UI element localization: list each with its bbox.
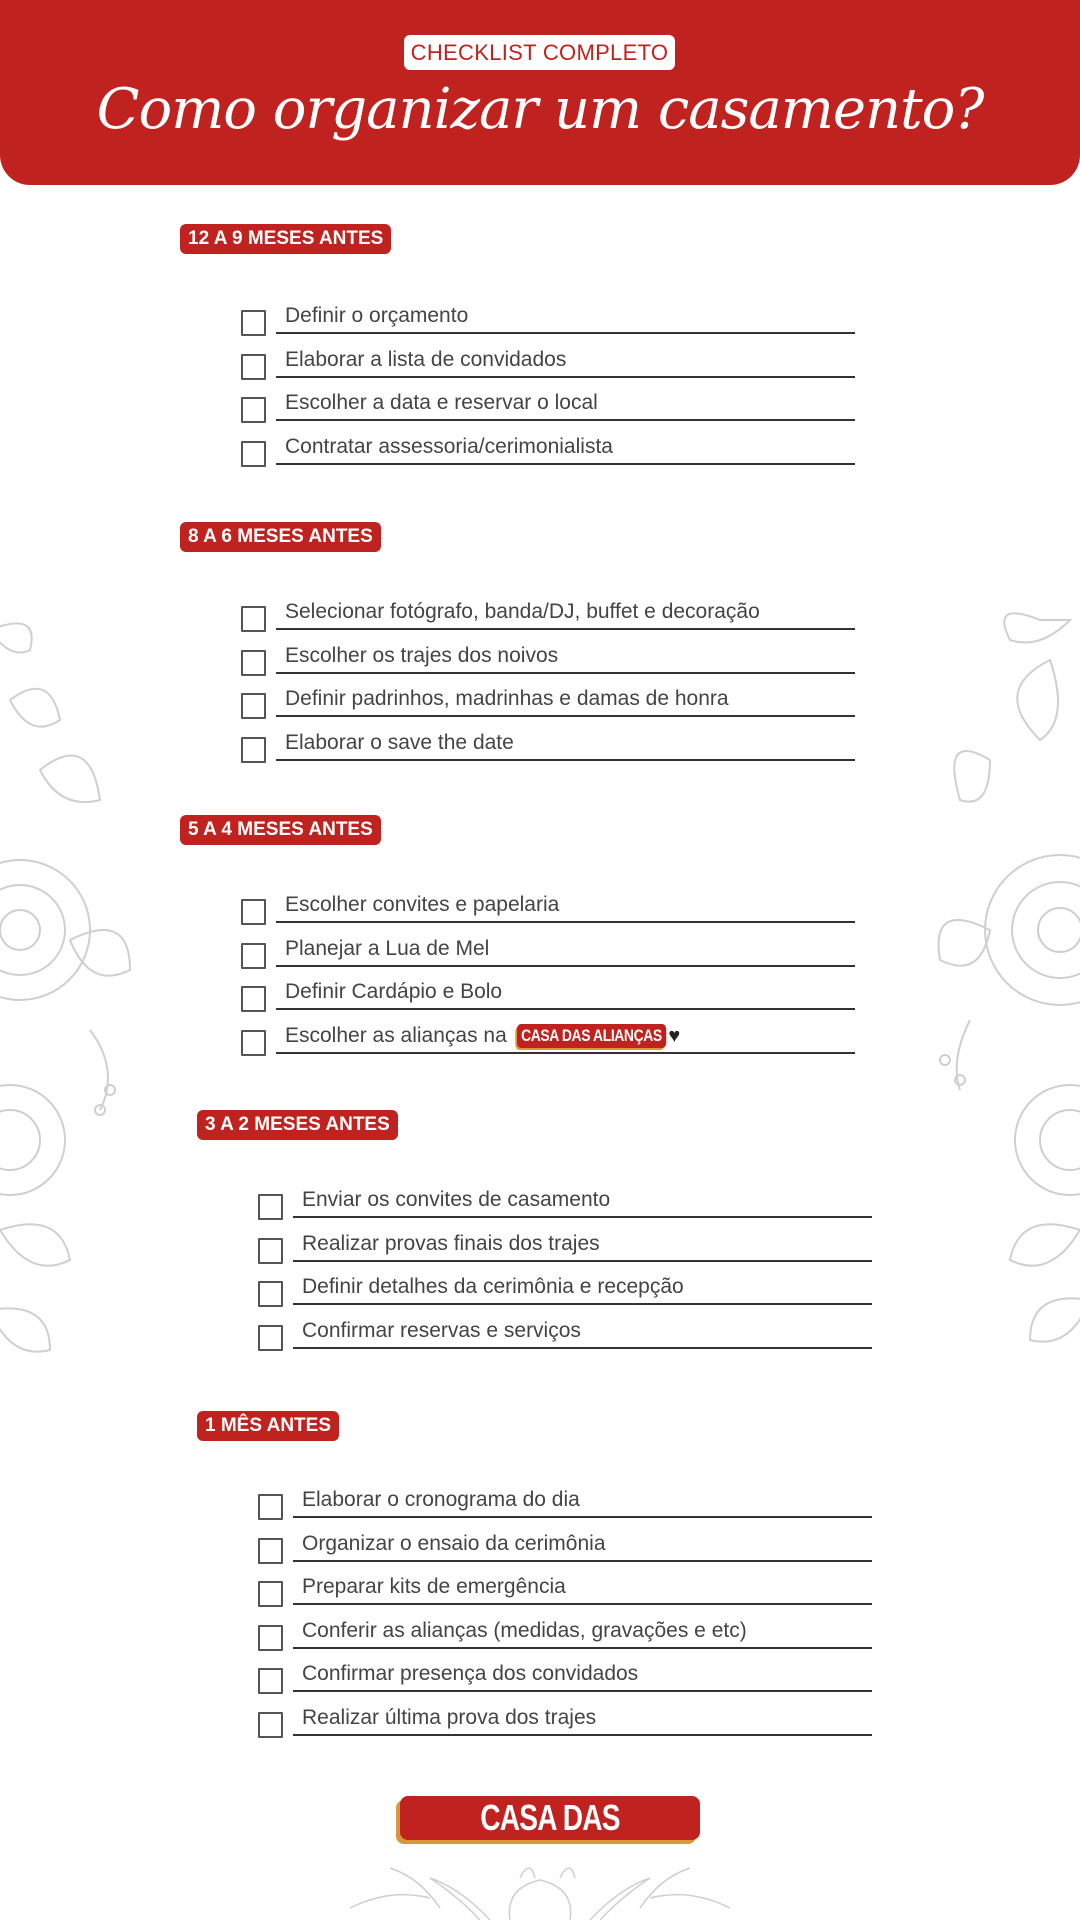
checklist-eyebrow: CHECKLIST COMPLETO (404, 35, 675, 70)
item-label: Elaborar a lista de convidados (285, 347, 567, 371)
checklist-item (241, 685, 861, 725)
checklist-item-text (285, 433, 613, 461)
checklist-item-text (302, 1486, 580, 1514)
underline (276, 1008, 855, 1010)
item-label: Escolher as alianças na (285, 1023, 507, 1047)
item-label: Contratar assessoria/cerimonialista (285, 434, 613, 458)
section-badge: 1 MÊS ANTES (197, 1411, 339, 1441)
checkbox[interactable] (258, 1238, 283, 1264)
checklist-item-text (302, 1273, 684, 1301)
item-label: Conferir as alianças (medidas, gravações e etc) (302, 1618, 747, 1642)
heart-icon: ♥ (668, 1024, 681, 1047)
checklist-item-text (285, 891, 559, 919)
section-badge: 12 A 9 MESES ANTES (180, 224, 391, 254)
item-label: Definir detalhes da cerimônia e recepção (302, 1275, 684, 1299)
underline (276, 672, 855, 674)
checklist-item (241, 302, 861, 342)
checkbox[interactable] (241, 397, 266, 423)
brand-logo-inline: CASA DAS ALIANÇAS (517, 1024, 666, 1048)
underline (293, 1734, 872, 1736)
checklist-item (258, 1704, 878, 1744)
underline (276, 759, 855, 761)
checklist-item-text (285, 685, 729, 713)
checklist-item (258, 1573, 878, 1613)
item-label: Realizar provas finais dos trajes (302, 1231, 600, 1255)
item-label: Escolher os trajes dos noivos (285, 643, 559, 667)
checklist-item-text (302, 1530, 606, 1558)
checkbox[interactable] (258, 1581, 283, 1607)
brand-logo (400, 1796, 700, 1882)
checkbox[interactable] (241, 943, 266, 969)
header-banner (0, 0, 1080, 185)
checkbox[interactable] (241, 1030, 266, 1056)
item-label: Elaborar o cronograma do dia (302, 1488, 580, 1511)
checklist-item-text (302, 1230, 600, 1258)
checkbox[interactable] (258, 1668, 283, 1694)
item-label: Escolher a data e reservar o local (285, 391, 598, 415)
checklist-item (258, 1273, 878, 1313)
checklist-item-text (285, 389, 598, 417)
item-label: Enviar os convites de casamento (302, 1188, 611, 1211)
checklist-item (241, 346, 861, 386)
underline (276, 921, 855, 923)
checkbox[interactable] (258, 1712, 283, 1738)
checklist-item (258, 1186, 878, 1226)
checklist-item (241, 891, 861, 931)
item-label: Definir Cardápio e Bolo (285, 980, 503, 1004)
item-label: Organizar o ensaio da cerimônia (302, 1531, 606, 1555)
checkbox[interactable] (241, 986, 266, 1012)
checkbox[interactable] (241, 606, 266, 632)
checkbox[interactable] (241, 354, 266, 380)
checklist-item (241, 433, 861, 473)
item-label: Escolher convites e papelaria (285, 893, 560, 916)
checklist-item (258, 1230, 878, 1270)
checkbox[interactable] (258, 1281, 283, 1307)
section-badge: 8 A 6 MESES ANTES (180, 522, 381, 552)
checklist-item-text (302, 1617, 747, 1645)
page-title: Como organizar um casamento? (96, 77, 984, 142)
checklist-item-text (302, 1317, 581, 1345)
item-label: Confirmar reservas e serviços (302, 1318, 581, 1342)
item-label: Preparar kits de emergência (302, 1575, 566, 1599)
checkbox[interactable] (258, 1625, 283, 1651)
checklist-item-text (285, 978, 502, 1006)
checkbox[interactable] (241, 693, 266, 719)
underline (276, 332, 855, 334)
underline (293, 1303, 872, 1305)
item-label: Realizar última prova dos trajes (302, 1706, 597, 1729)
floral-decoration-left (0, 610, 150, 1370)
checklist-item (241, 729, 861, 769)
brand-logo-text: CASA DAS ALIANÇAS (480, 1797, 620, 1882)
checklist-item-text (285, 729, 514, 757)
checklist-item (258, 1317, 878, 1357)
checkbox[interactable] (258, 1194, 283, 1220)
section-badge: 3 A 2 MESES ANTES (197, 1110, 398, 1140)
checklist-item (241, 642, 861, 682)
checkbox[interactable] (241, 650, 266, 676)
item-label: Definir padrinhos, madrinhas e damas de honra (285, 687, 729, 711)
checklist-item (241, 389, 861, 429)
item-label: Elaborar o save the date (285, 730, 514, 754)
checkbox[interactable] (241, 737, 266, 763)
checklist-item (258, 1486, 878, 1526)
underline (276, 715, 855, 717)
checklist-item-text (285, 1022, 680, 1050)
checklist-item-text (285, 302, 468, 330)
checkbox[interactable] (241, 310, 266, 336)
checklist-item (258, 1660, 878, 1700)
checkbox[interactable] (258, 1538, 283, 1564)
checklist-item (241, 598, 861, 638)
item-label: Confirmar presença dos convidados (302, 1662, 639, 1686)
checklist-item-text (285, 642, 558, 670)
underline (293, 1347, 872, 1349)
checklist-item-text (285, 346, 566, 374)
underline (293, 1647, 872, 1649)
underline (293, 1603, 872, 1605)
checklist-item-text (302, 1186, 610, 1214)
section-badge: 5 A 4 MESES ANTES (180, 815, 381, 845)
underline (276, 965, 855, 967)
underline (276, 463, 855, 465)
underline (293, 1260, 872, 1262)
floral-decoration-right (930, 600, 1080, 1360)
checklist-item-text (302, 1660, 638, 1688)
item-label: Planejar a Lua de Mel (285, 936, 490, 960)
checkbox[interactable] (258, 1325, 283, 1351)
underline (293, 1216, 872, 1218)
checkbox[interactable] (258, 1494, 283, 1520)
item-label: Definir o orçamento (285, 304, 469, 327)
underline (293, 1560, 872, 1562)
checklist-item-text (285, 935, 489, 963)
item-label: Selecionar fotógrafo, banda/DJ, buffet e decoração (285, 600, 760, 623)
checklist-item (241, 935, 861, 975)
checklist-item (241, 978, 861, 1018)
underline (276, 419, 855, 421)
checklist-item (241, 1022, 861, 1062)
checklist-item (258, 1617, 878, 1657)
floral-decoration-bottom (330, 1858, 750, 1920)
checkbox[interactable] (241, 899, 266, 925)
checklist-item-text (285, 598, 760, 626)
checklist-item-text (302, 1573, 566, 1601)
checklist-item-text (302, 1704, 596, 1732)
underline (276, 628, 855, 630)
underline (293, 1516, 872, 1518)
checkbox[interactable] (241, 441, 266, 467)
underline (276, 1052, 855, 1054)
underline (293, 1690, 872, 1692)
underline (276, 376, 855, 378)
checklist-item (258, 1530, 878, 1570)
